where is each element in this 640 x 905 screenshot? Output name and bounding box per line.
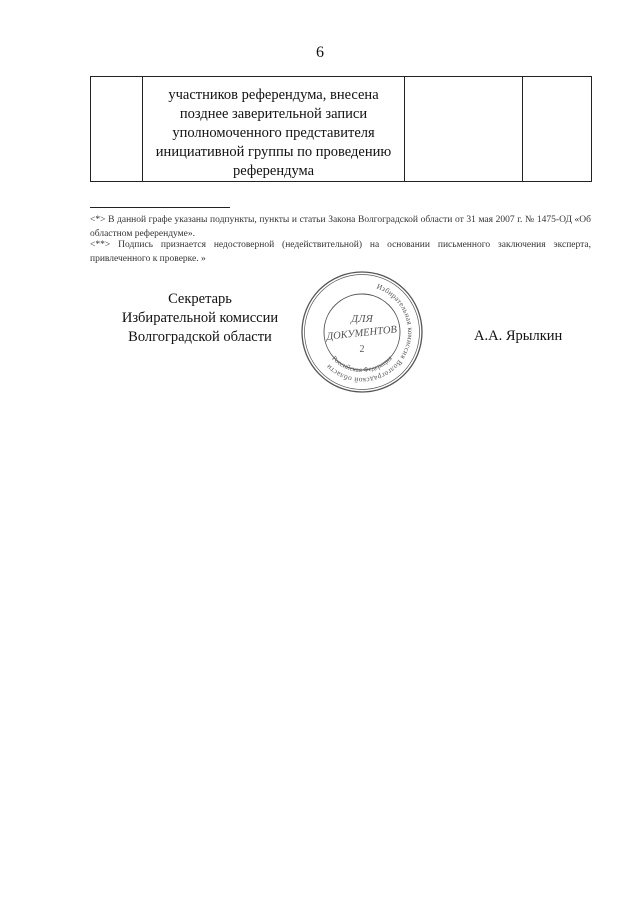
stamp-center-line1: ДЛЯ xyxy=(351,313,373,325)
table-cell xyxy=(91,77,143,182)
footnote-separator xyxy=(90,207,230,208)
stamp-ring-text: Избирательная комиссия Волгоградской области xyxy=(324,281,416,386)
table-cell-text: участников референдума, внесена позднее заверительной записи уполномоченного представителя инициативной группы по проведению референдума xyxy=(155,87,392,179)
stamp-bottom-text: Российская Федерация xyxy=(330,354,394,375)
signature-title-line: Избирательной комиссии xyxy=(121,310,279,326)
official-stamp xyxy=(300,270,424,394)
signature-name: А.А. Ярылкин xyxy=(474,328,563,344)
signature-title-line: Секретарь xyxy=(168,291,232,307)
table-cell-description xyxy=(143,77,405,182)
footnote-2: <**> Подпись признается недостоверной (недействительной) на основании письменного заключения эксперта, привлеченного к проверке. » xyxy=(90,240,591,264)
stamp-center-line2: ДОКУМЕНТОВ xyxy=(325,324,398,343)
continuation-table xyxy=(90,76,592,182)
page-number: 6 xyxy=(316,44,324,61)
signature-title xyxy=(100,290,300,347)
footnote-1: <*> В данной графе указаны подпункты, пункты и статьи Закона Волгоградской области от 31 мая 2007 г. № 1475-ОД «Об областном референдуме». xyxy=(90,215,591,239)
signature-title-line: Волгоградской области xyxy=(128,329,272,345)
table-cell xyxy=(405,77,523,182)
stamp-number: 2 xyxy=(359,344,365,355)
table-cell xyxy=(523,77,592,182)
table-row xyxy=(91,77,592,182)
